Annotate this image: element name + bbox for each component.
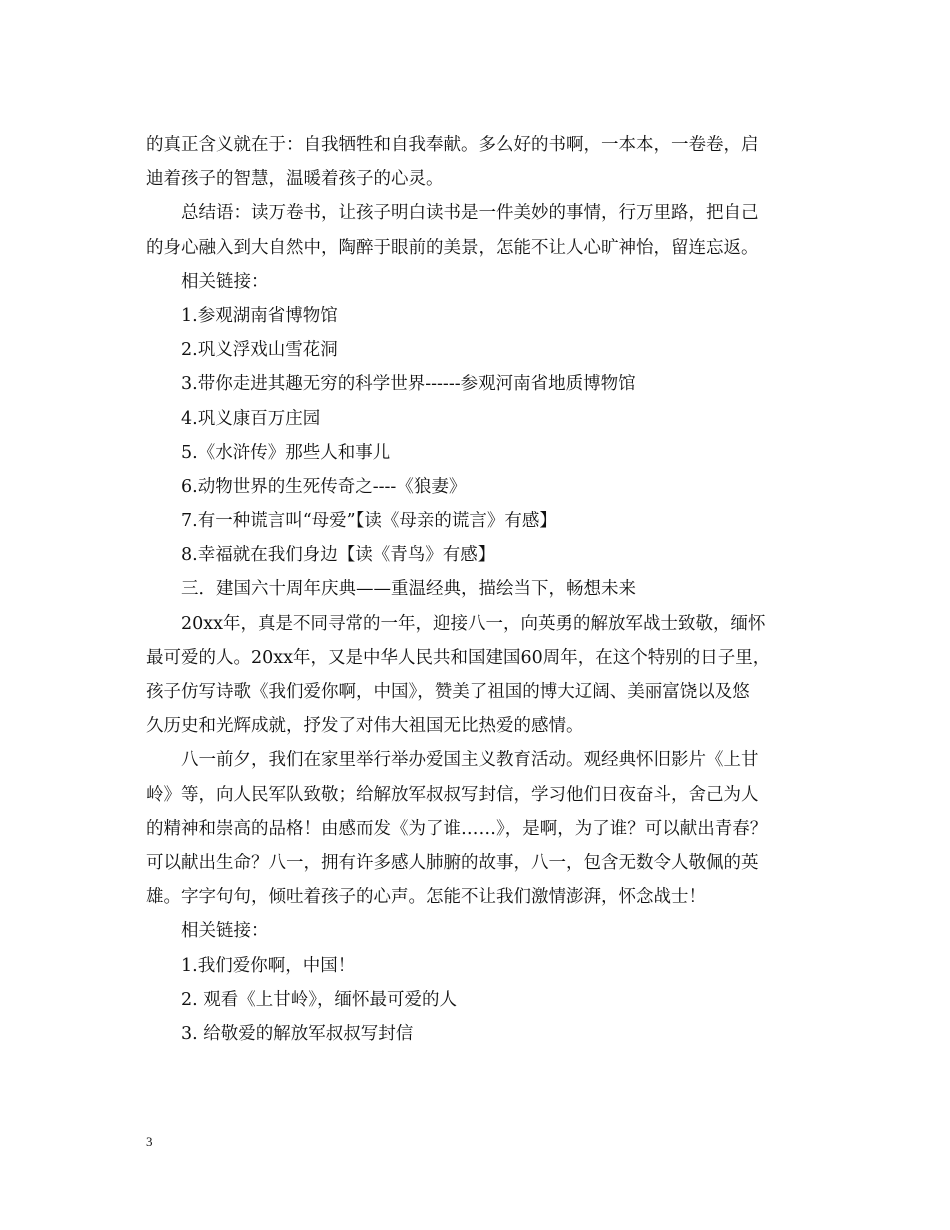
related-link-item: 2. 观看《上甘岭》，缅怀最可爱的人 xyxy=(181,989,458,1010)
related-link-item: 2.巩义浮戏山雪花洞 xyxy=(181,340,338,361)
related-link-item: 3. 给敬爱的解放军叔叔写封信 xyxy=(181,1023,414,1044)
document-body xyxy=(146,128,811,1051)
related-link-item: 4.巩义康百万庄园 xyxy=(181,408,321,429)
text-line: 久历史和光辉成就，抒发了对伟大祖国无比热爱的感情。 xyxy=(146,716,584,737)
text-line: 20xx年，真是不同寻常的一年，迎接八一，向英勇的解放军战士致敬，缅怀 xyxy=(181,613,766,634)
related-link-item: 3.带你走进其趣无穷的科学世界------参观河南省地质博物馆 xyxy=(181,374,636,395)
related-links-heading: 相关链接： xyxy=(181,921,269,942)
related-link-item: 8.幸福就在我们身边【读《青鸟》有感】 xyxy=(181,545,496,566)
text-line: 的真正含义就在于：自我牺牲和自我奉献。多么好的书啊，一本本，一卷卷，启 xyxy=(146,135,759,155)
text-line: 雄。字字句句，倾吐着孩子的心声。怎能不让我们激情澎湃，怀念战士！ xyxy=(146,887,706,908)
related-link-item: 7.有一种谎言叫“母爱”【读《母亲的谎言》有感】 xyxy=(181,511,557,532)
text-line: 孩子仿写诗歌《我们爱你啊，中国》，赞美了祖国的博大辽阔、美丽富饶以及悠 xyxy=(146,682,750,702)
text-line: 岭》等，向人民军队致敬；给解放军叔叔写封信，学习他们日夜奋斗，舍己为人 xyxy=(146,784,759,805)
related-link-item: 6.动物世界的生死传奇之----《狼妻》 xyxy=(181,476,467,497)
text-line: 迪着孩子的智慧，温暖着孩子的心灵。 xyxy=(146,169,444,190)
text-line: 可以献出生命？八一，拥有许多感人肺腑的故事，八一，包含无数令人敬佩的英 xyxy=(146,852,759,873)
text-line: 的身心融入到大自然中，陶醉于眼前的美景，怎能不让人心旷神怡，留连忘返。 xyxy=(146,237,759,258)
page-number: 3 xyxy=(146,1134,153,1149)
section-heading: 三．建国六十周年庆典——重温经典，描绘当下，畅想未来 xyxy=(181,579,636,600)
related-links-heading: 相关链接： xyxy=(181,271,269,292)
text-line: 总结语：读万卷书，让孩子明白读书是一件美妙的事情，行万里路，把自己 xyxy=(181,203,759,224)
text-line: 最可爱的人。20xx年，又是中华人民共和国建国60周年，在这个特别的日子里， xyxy=(146,647,771,668)
text-line: 的精神和崇高的品格！由感而发《为了谁……》，是啊，为了谁？可以献出青春？ xyxy=(146,818,768,839)
related-link-item: 5.《水浒传》那些人和事儿 xyxy=(181,442,391,463)
text-line: 八一前夕，我们在家里举行举办爱国主义教育活动。观经典怀旧影片《上甘 xyxy=(181,750,759,771)
related-link-item: 1.参观湖南省博物馆 xyxy=(181,305,338,326)
related-link-item: 1.我们爱你啊，中国！ xyxy=(181,955,356,976)
